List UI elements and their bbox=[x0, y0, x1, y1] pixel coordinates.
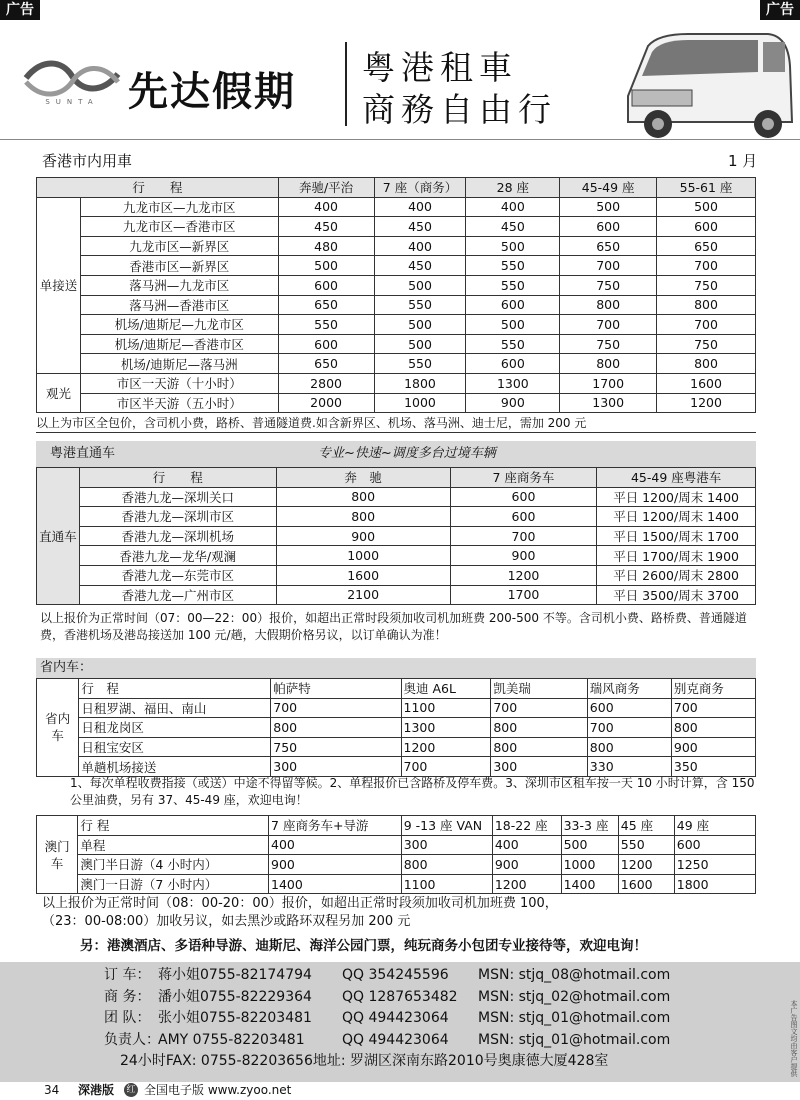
side-note: 本广告图文均由客户提供 bbox=[790, 1000, 798, 1077]
table-cell: 700 bbox=[401, 757, 491, 777]
header-cell: 帕萨特 bbox=[271, 679, 401, 699]
table-cell: 600 bbox=[450, 507, 596, 527]
table-cell: 1400 bbox=[561, 874, 618, 894]
contact-person: AMY 0755-82203481 bbox=[158, 1031, 305, 1048]
table-cell: 平日 1200/周末 1400 bbox=[597, 507, 756, 527]
table-header-row bbox=[37, 468, 756, 488]
table-cell: 九龙市区—九龙市区 bbox=[80, 197, 278, 217]
table-cell: 750 bbox=[657, 334, 756, 354]
contact-person: 蒋小姐0755-82174794 bbox=[158, 967, 312, 983]
table-cell: 500 bbox=[374, 315, 466, 335]
table-row bbox=[37, 737, 756, 757]
table-cell: 1000 bbox=[374, 393, 466, 413]
table-cell: 650 bbox=[657, 236, 756, 256]
table-cell: 1600 bbox=[618, 874, 674, 894]
table-cell: 九龙市区—新界区 bbox=[80, 236, 278, 256]
contact-person: 张小姐0755-82203481 bbox=[158, 1010, 312, 1026]
table-row bbox=[37, 315, 756, 335]
table-cell: 1400 bbox=[269, 874, 402, 894]
table-cell: 700 bbox=[657, 315, 756, 335]
table-cell: 500 bbox=[466, 236, 560, 256]
table-cell: 900 bbox=[269, 855, 402, 875]
table-row bbox=[37, 874, 756, 894]
hk-title: 香港市内用車 bbox=[42, 152, 133, 170]
side-label: 单接送 bbox=[37, 197, 81, 373]
contact-person: 潘小姐0755-82229364 bbox=[158, 988, 312, 1005]
table-cell: 550 bbox=[466, 334, 560, 354]
table-cell: 700 bbox=[560, 315, 657, 335]
table-cell: 机场/迪斯尼—落马洲 bbox=[80, 354, 278, 374]
table-cell: 日租龙岗区 bbox=[79, 718, 271, 738]
table-cell: 澳门半日游（4 小时内） bbox=[78, 855, 269, 875]
table-cell: 450 bbox=[278, 217, 374, 237]
table-cell: 800 bbox=[587, 737, 671, 757]
table-row bbox=[37, 718, 756, 738]
side-label: 观光 bbox=[37, 373, 81, 412]
contact-qq: QQ 354245596 bbox=[342, 967, 449, 983]
contact-qq: QQ 1287653482 bbox=[342, 988, 458, 1005]
table-cell: 500 bbox=[466, 315, 560, 335]
table-cell: 平日 1700/周末 1900 bbox=[597, 546, 756, 566]
table-cell: 1000 bbox=[276, 546, 450, 566]
table-cell: 香港九龙—深圳关口 bbox=[79, 487, 276, 507]
table-cell: 600 bbox=[450, 487, 596, 507]
table-cell: 600 bbox=[657, 217, 756, 237]
table-cell: 450 bbox=[374, 256, 466, 276]
table-cell: 落马洲—香港市区 bbox=[80, 295, 278, 315]
table-cell: 1200 bbox=[618, 855, 674, 875]
table-cell: 香港九龙—广州市区 bbox=[79, 585, 276, 605]
table-cell: 香港九龙—深圳机场 bbox=[79, 526, 276, 546]
table-cell: 1100 bbox=[401, 698, 491, 718]
table-cell: 800 bbox=[401, 855, 492, 875]
table-row bbox=[37, 546, 756, 566]
table-cell: 550 bbox=[374, 354, 466, 374]
table-cell: 单趟机场接送 bbox=[79, 757, 271, 777]
table-cell: 650 bbox=[278, 295, 374, 315]
contact-msn[interactable]: MSN: stjq_08@hotmail.com bbox=[478, 967, 671, 983]
table-cell: 单程 bbox=[78, 835, 269, 855]
table-cell: 500 bbox=[561, 835, 618, 855]
page-number: 34 bbox=[44, 1083, 60, 1097]
table-cell: 平日 3500/周末 3700 bbox=[597, 585, 756, 605]
table-cell: 日租罗湖、福田、南山 bbox=[79, 698, 271, 718]
table-cell: 900 bbox=[671, 737, 755, 757]
table-cell: 600 bbox=[466, 295, 560, 315]
table-cell: 600 bbox=[560, 217, 657, 237]
table-row bbox=[37, 393, 756, 413]
table-cell: 300 bbox=[271, 757, 401, 777]
table-cell: 1800 bbox=[374, 373, 466, 393]
table-row bbox=[37, 565, 756, 585]
cross-banner bbox=[36, 441, 756, 467]
table-row bbox=[37, 526, 756, 546]
header-cell: 55-61 座 bbox=[657, 178, 756, 198]
table-cell: 550 bbox=[466, 256, 560, 276]
table-cell: 480 bbox=[278, 236, 374, 256]
table-row bbox=[37, 835, 756, 855]
edition: 深港版 bbox=[78, 1083, 115, 1097]
header bbox=[0, 20, 800, 140]
table-row bbox=[37, 334, 756, 354]
table-cell: 1200 bbox=[401, 737, 491, 757]
contact-role: 团 队： bbox=[104, 1010, 151, 1026]
fax-line: 24小时FAX: 0755-82203656地址: 罗湖区深南东路2010号奥康德大厦428室 bbox=[120, 1053, 609, 1069]
header-cell: 9 -13 座 VAN bbox=[401, 816, 492, 836]
macau-note1: 以上报价为正常时间（08：00-20：00）报价，如超出正常时段须加收司机加班费 100， bbox=[42, 896, 558, 911]
ad-label-right: 广告 bbox=[760, 0, 800, 20]
table-cell: 500 bbox=[278, 256, 374, 276]
cross-title: 粤港直通车 bbox=[50, 446, 116, 461]
fax-address bbox=[0, 1050, 800, 1072]
table-row bbox=[37, 354, 756, 374]
header-cell: 瑞风商务 bbox=[587, 679, 671, 699]
table-cell: 400 bbox=[466, 197, 560, 217]
header-cell: 行 程 bbox=[79, 468, 276, 488]
header-cell: 奔 驰 bbox=[276, 468, 450, 488]
table-header-row bbox=[37, 679, 756, 699]
table-row bbox=[37, 295, 756, 315]
table-cell: 900 bbox=[450, 546, 596, 566]
table-cell: 澳门一日游（7 小时内） bbox=[78, 874, 269, 894]
table-row bbox=[37, 585, 756, 605]
table-cell: 400 bbox=[374, 197, 466, 217]
hk-price-table bbox=[36, 177, 756, 413]
table-cell: 1200 bbox=[657, 393, 756, 413]
table-cell: 1000 bbox=[561, 855, 618, 875]
table-cell: 市区一天游（十小时） bbox=[80, 373, 278, 393]
table-row bbox=[37, 855, 756, 875]
header-cell: 7 座商务车+导游 bbox=[269, 816, 402, 836]
table-cell: 500 bbox=[657, 197, 756, 217]
table-header-row bbox=[37, 816, 756, 836]
table-row bbox=[37, 373, 756, 393]
header-cell: 33-3 座 bbox=[561, 816, 618, 836]
table-cell: 800 bbox=[491, 718, 587, 738]
contact-role: 订 车： bbox=[104, 967, 151, 983]
header-cell: 别克商务 bbox=[671, 679, 755, 699]
table-cell: 650 bbox=[278, 354, 374, 374]
contact-row bbox=[0, 964, 800, 986]
header-cell: 45 座 bbox=[618, 816, 674, 836]
cross-price-table bbox=[36, 467, 756, 605]
month-label: 1 月 bbox=[728, 152, 758, 170]
contact-msn[interactable]: MSN: stjq_01@hotmail.com bbox=[478, 1031, 671, 1048]
side-label: 直通车 bbox=[37, 468, 80, 605]
table-cell: 600 bbox=[466, 354, 560, 374]
brand-name: 先达假期 bbox=[128, 69, 296, 115]
table-cell: 1250 bbox=[674, 855, 755, 875]
table-cell: 400 bbox=[374, 236, 466, 256]
header-cell: 奥迪 A6L bbox=[401, 679, 491, 699]
table-cell: 香港九龙—龙华/观澜 bbox=[79, 546, 276, 566]
table-cell: 平日 1500/周末 1700 bbox=[597, 526, 756, 546]
table-row bbox=[37, 275, 756, 295]
table-cell: 1700 bbox=[450, 585, 596, 605]
table-cell: 800 bbox=[271, 718, 401, 738]
table-cell: 九龙市区—香港市区 bbox=[80, 217, 278, 237]
header-cell: 49 座 bbox=[674, 816, 755, 836]
table-cell: 700 bbox=[450, 526, 596, 546]
sunta-logo-icon bbox=[22, 52, 122, 106]
table-row bbox=[37, 236, 756, 256]
table-cell: 750 bbox=[560, 275, 657, 295]
table-cell: 日租宝安区 bbox=[79, 737, 271, 757]
table-cell: 2000 bbox=[278, 393, 374, 413]
table-row bbox=[37, 487, 756, 507]
table-cell: 550 bbox=[466, 275, 560, 295]
divider bbox=[345, 42, 347, 126]
table-cell: 350 bbox=[671, 757, 755, 777]
macau-price-table bbox=[36, 815, 756, 894]
table-cell: 800 bbox=[657, 354, 756, 374]
table-cell: 900 bbox=[466, 393, 560, 413]
table-cell: 800 bbox=[560, 295, 657, 315]
header-cell: 行 程 bbox=[79, 679, 271, 699]
contact-role: 负责人： bbox=[104, 1031, 160, 1048]
ad-label-left: 广告 bbox=[0, 0, 40, 20]
header-cell: 奔驰/平治 bbox=[278, 178, 374, 198]
table-cell: 400 bbox=[269, 835, 402, 855]
slogan-line2: 商務自由行 bbox=[362, 90, 557, 129]
table-cell: 550 bbox=[374, 295, 466, 315]
header-cell: 45-49 座粤港车 bbox=[597, 468, 756, 488]
table-cell: 600 bbox=[674, 835, 755, 855]
table-cell: 800 bbox=[560, 354, 657, 374]
table-cell: 450 bbox=[374, 217, 466, 237]
header-cell: 7 座商务车 bbox=[450, 468, 596, 488]
table-cell: 330 bbox=[587, 757, 671, 777]
header-cell: 行 程 bbox=[78, 816, 269, 836]
cross-tagline: 专业~快速~调度多台过境车辆 bbox=[318, 446, 496, 461]
table-cell: 800 bbox=[657, 295, 756, 315]
contact-qq: QQ 494423064 bbox=[342, 1010, 449, 1026]
table-cell: 600 bbox=[278, 275, 374, 295]
contact-row bbox=[0, 1007, 800, 1029]
table-cell: 500 bbox=[374, 334, 466, 354]
table-cell: 650 bbox=[560, 236, 657, 256]
table-cell: 550 bbox=[618, 835, 674, 855]
contact-msn[interactable]: MSN: stjq_01@hotmail.com bbox=[478, 1010, 671, 1026]
table-cell: 900 bbox=[492, 855, 561, 875]
table-cell: 500 bbox=[560, 197, 657, 217]
prov-price-table bbox=[36, 678, 756, 777]
table-cell: 机场/迪斯尼—九龙市区 bbox=[80, 315, 278, 335]
table-cell: 700 bbox=[491, 698, 587, 718]
table-cell: 800 bbox=[276, 487, 450, 507]
header-cell: 7 座（商务） bbox=[374, 178, 466, 198]
table-cell: 600 bbox=[587, 698, 671, 718]
extra-services: 另：港澳酒店、多语种导游、迪斯尼、海洋公园门票，纯玩商务小包团专业接待等，欢迎电询！ bbox=[80, 938, 647, 954]
table-cell: 700 bbox=[560, 256, 657, 276]
table-row bbox=[37, 256, 756, 276]
cross-note: 以上报价为正常时间（07：00—22：00）报价，如超出正常时段须加收司机加班费 200-500 不等。含司机小费、路桥费、普通隧道费，香港机场及港岛接送加 100 元/趟，大假期价格另议，以订单确认为准！ bbox=[40, 611, 747, 642]
table-cell: 1200 bbox=[492, 874, 561, 894]
table-cell: 300 bbox=[401, 835, 492, 855]
macau-note2: （23：00-08:00）加收另议，如去黑沙或路环双程另加 200 元 bbox=[42, 914, 411, 929]
table-cell: 香港市区—新界区 bbox=[80, 256, 278, 276]
contact-row bbox=[0, 986, 800, 1008]
table-cell: 700 bbox=[271, 698, 401, 718]
table-cell: 600 bbox=[278, 334, 374, 354]
header-cell: 行 程 bbox=[37, 178, 279, 198]
table-cell: 450 bbox=[466, 217, 560, 237]
table-row bbox=[37, 507, 756, 527]
table-cell: 750 bbox=[560, 334, 657, 354]
table-cell: 700 bbox=[671, 698, 755, 718]
header-cell: 凯美瑞 bbox=[491, 679, 587, 699]
table-cell: 550 bbox=[278, 315, 374, 335]
table-cell: 1600 bbox=[657, 373, 756, 393]
table-row bbox=[37, 217, 756, 237]
table-cell: 1300 bbox=[560, 393, 657, 413]
table-cell: 1600 bbox=[276, 565, 450, 585]
contact-msn[interactable]: MSN: stjq_02@hotmail.com bbox=[478, 988, 671, 1005]
table-cell: 机场/迪斯尼—香港市区 bbox=[80, 334, 278, 354]
table-cell: 平日 2600/周末 2800 bbox=[597, 565, 756, 585]
table-cell: 平日 1200/周末 1400 bbox=[597, 487, 756, 507]
prov-title: 省内车： bbox=[36, 658, 756, 678]
table-cell: 1300 bbox=[401, 718, 491, 738]
table-cell: 700 bbox=[657, 256, 756, 276]
table-cell: 500 bbox=[374, 275, 466, 295]
table-row bbox=[37, 197, 756, 217]
logo-caption: SUNTA bbox=[45, 98, 99, 106]
contact-role: 商 务： bbox=[104, 988, 151, 1005]
table-cell: 1800 bbox=[674, 874, 755, 894]
table-cell: 800 bbox=[671, 718, 755, 738]
table-cell: 香港九龙—东莞市区 bbox=[79, 565, 276, 585]
table-cell: 1200 bbox=[450, 565, 596, 585]
side-label: 省内车 bbox=[37, 679, 79, 777]
table-cell: 市区半天游（五小时） bbox=[80, 393, 278, 413]
footer bbox=[0, 1080, 800, 1100]
prov-note: 1、每次单程收费指接（或送）中途不得留等候。2、单程报价已含路桥及停车费。3、深圳市区租车按一天 10 小时计算，含 150 公里油费，另有 37、45-49 座，欢迎电询！ bbox=[70, 776, 755, 807]
hk-note: 以上为市区全包价，含司机小费，路桥、普通隧道费.如含新界区、机场、落马洲、迪士尼，需加 200 元 bbox=[36, 413, 756, 433]
table-row bbox=[37, 757, 756, 777]
header-cell: 18-22 座 bbox=[492, 816, 561, 836]
badge-icon: 红 bbox=[124, 1083, 138, 1097]
table-cell: 900 bbox=[276, 526, 450, 546]
table-cell: 800 bbox=[276, 507, 450, 527]
table-cell: 1100 bbox=[401, 874, 492, 894]
table-cell: 750 bbox=[271, 737, 401, 757]
table-cell: 750 bbox=[657, 275, 756, 295]
header-cell: 45-49 座 bbox=[560, 178, 657, 198]
table-cell: 落马洲—九龙市区 bbox=[80, 275, 278, 295]
table-cell: 香港九龙—深圳市区 bbox=[79, 507, 276, 527]
table-row bbox=[37, 698, 756, 718]
table-header-row bbox=[37, 178, 756, 198]
contact-qq: QQ 494423064 bbox=[342, 1031, 449, 1048]
contact-row bbox=[0, 1029, 800, 1051]
table-cell: 400 bbox=[278, 197, 374, 217]
table-cell: 2100 bbox=[276, 585, 450, 605]
table-cell: 300 bbox=[491, 757, 587, 777]
header-cell: 28 座 bbox=[466, 178, 560, 198]
site-link[interactable]: 全国电子版 www.zyoo.net bbox=[144, 1083, 292, 1097]
table-cell: 700 bbox=[587, 718, 671, 738]
side-label: 澳门车 bbox=[37, 816, 78, 894]
slogan-line1: 粤港租車 bbox=[362, 48, 518, 87]
table-cell: 800 bbox=[491, 737, 587, 757]
table-cell: 1700 bbox=[560, 373, 657, 393]
table-cell: 1300 bbox=[466, 373, 560, 393]
table-cell: 2800 bbox=[278, 373, 374, 393]
van-photo-icon bbox=[608, 26, 798, 146]
table-cell: 400 bbox=[492, 835, 561, 855]
